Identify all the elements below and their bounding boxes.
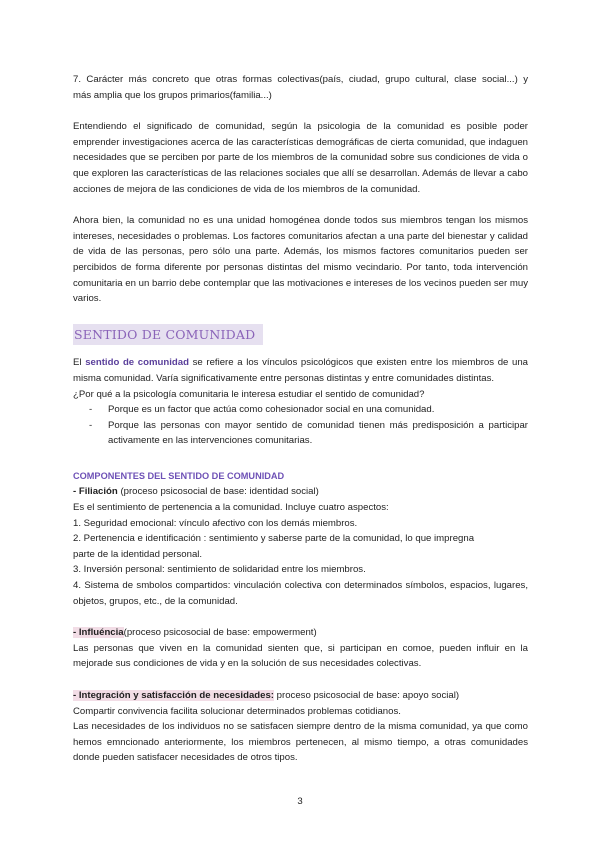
- definition-prefix: El: [73, 357, 82, 369]
- filiacion-desc: Es el sentimiento de pertenencia a la comunidad. Incluye cuatro aspectos:: [73, 502, 389, 514]
- list-item: 2. Pertenencia e identificación : sentimiento y saberse parte de la comunidad, lo que impregna: [73, 533, 475, 545]
- page-number: 3: [297, 796, 303, 807]
- definition-term: sentido de comunidad: [85, 357, 189, 369]
- list-item: parte de la identidad personal.: [73, 548, 203, 560]
- integracion-label: - Integración y satisfacción de necesidades:: [73, 690, 275, 701]
- paragraph-significado: Entendiendo el significado de comunidad, según la psicologia de la comunidad es posible poder emprender investigaciones acerca de las características demográficas de cierta comunidad, que indaguen necesidades que se perciben por parte de los miembros de la comunidad sobre sus condiciones de vida o que exploren las características de las relaciones sociales que allí se desarrollan. Además de llevar a cabo acciones de mejora de las condiciones de vida de los miembros de la comunidad.: [73, 121, 528, 195]
- item7-line2: más amplia que los grupos primarios(familia...): [73, 89, 272, 101]
- item7-line1: 7. Carácter más concreto que otras formas colectivas(país, ciudad, grupo cultural, clase social...) y: [73, 74, 528, 85]
- list-item: - Porque es un factor que actúa como cohesionador social en una comunidad.: [89, 404, 435, 416]
- influencia-line: [73, 625, 528, 641]
- influencia-desc: Las personas que viven en la comunidad sienten que, si participan en comoe, pueden influir en la mejorade sus condiciones de vida y en la solución de sus necesidades colectivas.: [73, 642, 528, 670]
- list-item: 3. Inversión personal: sentimiento de solidaridad entre los miembros.: [73, 564, 366, 576]
- filiacion-paren: (proceso psicosocial de base: identidad social): [117, 486, 319, 498]
- definition-rest: se refiere a los vínculos psicológicos que existen entre los miembros de una misma comunidad. Varía significativamente entre personas distintas y entre comunidades distintas.: [73, 357, 529, 384]
- influencia-label: - Influéncia: [73, 627, 124, 639]
- section-heading: SENTIDO DE COMUNIDAD: [73, 324, 263, 346]
- page-content: [73, 72, 528, 766]
- definition-paragraph: [73, 355, 528, 386]
- reasons-list: [73, 402, 528, 449]
- integracion-line1: Compartir convivencia facilita solucionar determinados problemas cotidianos.: [73, 705, 401, 717]
- components-title: COMPONENTES DEL SENTIDO DE COMUNIDAD: [73, 470, 285, 481]
- filiacion-label: - Filiación: [73, 486, 118, 498]
- question-line: ¿Por qué a la psicología comunitaria le interesa estudiar el sentido de comunidad?: [73, 388, 425, 400]
- list-item: 1. Seguridad emocional: vínculo afectivo con los demás miembros.: [73, 517, 358, 529]
- influencia-paren: (proceso psicosocial de base: empowerment): [123, 627, 317, 639]
- filiacion-line: [73, 484, 528, 500]
- integracion-paren: proceso psicosocial de base: apoyo social): [274, 690, 460, 701]
- integracion-line: [73, 688, 528, 704]
- list-item: 4. Sistema de smbolos compartidos: vinculación colectiva con determinados símbolos, espacios, lugares, objetos, grupos, etc., de la comunidad.: [73, 580, 528, 607]
- list-item: - Porque las personas con mayor sentido de comunidad tienen más predisposición a participar activamente en las intervenciones comunitarias.: [89, 419, 528, 447]
- integracion-desc: Las necesidades de los individuos no se satisfacen siempre dentro de la misma comunidad, ya que como hemos emncionado anteriormente, los miembros pertenecen, al mismo tiempo, a otras comunidades donde pueden satisfacer necesidades de otros tipos.: [73, 721, 528, 764]
- paragraph-homogenea: Ahora bien, la comunidad no es una unidad homogénea donde todos sus miembros tengan los mismos intereses, necesidades o problemas. Los factores comunitarios afectan a una parte del bienestar y calidad de vida de las personas, pero sólo una parte. Además, los mismos factores comunitarios pueden ser percibidos de forma diferente por personas distintas del mismo vecindario. Por tanto, toda intervención comunitaria en un barrio debe contemplar que las motivaciones e intereses de los vecinos pueden ser muy varios.: [73, 215, 528, 305]
